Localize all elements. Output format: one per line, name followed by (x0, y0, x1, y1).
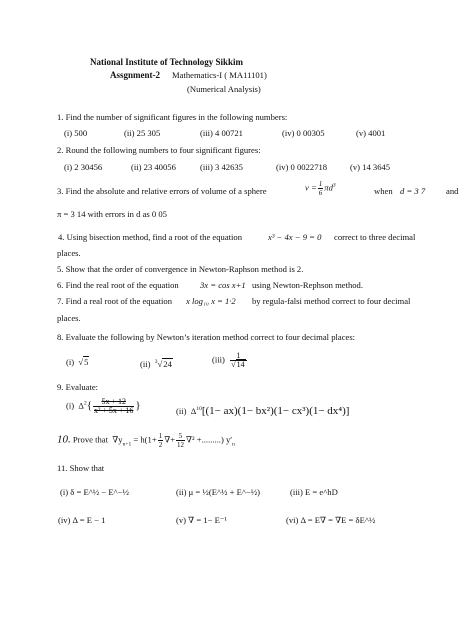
sphere-volume-formula: v = $\frac{1}{6}$ $\pi d^3$ (305, 180, 336, 197)
q11-item: (iii) E = e^hD (290, 487, 338, 497)
q3-line2: π = 3 14 with errors in d as 0 05 (57, 209, 167, 219)
q2-option: (v) 14 3645 (350, 162, 391, 172)
q4-equation: x³ − 4x − 9 = 0 (268, 232, 322, 242)
assignment-title: Assgnment-2 (110, 70, 161, 80)
q7-equation: x log₁₀ x = 1·2 (186, 296, 236, 306)
q8-item-iii: (iii) $\frac{1}{√14}$ (212, 351, 245, 369)
q8-item-ii: (ii) $^3$√24 (140, 359, 172, 369)
q11-item: (ii) μ = ½(E^½ + E^−½) (176, 487, 261, 497)
question-5: 5. Show that the order of convergence in Newton-Raphson method is 2. (57, 264, 304, 274)
question-1: 1. Find the number of significant figures in the following numbers: (57, 112, 288, 122)
q4-line2: places. (57, 248, 81, 258)
q11-item: (vi) Δ = E∇ = ∇E = δE^½ (286, 515, 376, 525)
question-2: 2. Round the following numbers to four significant figures: (57, 145, 261, 155)
q1-option: (iii) 4 00721 (200, 128, 243, 138)
q3-and: and (446, 186, 459, 196)
question-8: 8. Evaluate the following by Newton’s iteration method correct to four decimal places: (57, 332, 356, 342)
q1-option: (v) 4001 (356, 128, 386, 138)
q2-option: (iii) 3 42635 (200, 162, 243, 172)
q1-option: (i) 500 (64, 128, 88, 138)
question-3: 3. Find the absolute and relative errors of volume of a sphere (57, 186, 267, 196)
q8-item-i: (i) √5 (66, 357, 89, 367)
institute-name: National Institute of Technology Sikkim (90, 57, 244, 67)
question-4: 4. Using bisection method, find a root of the equation (58, 232, 243, 242)
q11-item: (v) ∇ = 1− E⁻¹ (176, 515, 227, 525)
q9-item-ii: (ii) $\Delta^{10}[(1- ax)(1- bx^2)(1- cx^3)(1- dx^4)]$ (176, 405, 350, 417)
q6-equation: 3x = cos x+1 (200, 280, 246, 290)
q3-when: when (374, 186, 393, 196)
q4-tail: correct to three decimal (334, 232, 416, 242)
q1-option: (ii) 25 305 (124, 128, 161, 138)
topic-title: (Numerical Analysis) (187, 84, 261, 94)
question-10: 10. Prove that $\nabla y_{n+1} = h(1+$ $\frac{1}{2}$ ∇+ $\frac{5}{12}$ ∇² +.........) $y'_n$ (57, 432, 235, 449)
q3-d-value: d = 3 7 (400, 186, 426, 196)
q9-item-i: (i) $\Delta^2${ $\frac{5x + 12}{\text{x² + 5x + 16}}$ } (66, 397, 141, 415)
question-11: 11. Show that (57, 463, 105, 473)
q2-option: (ii) 23 40056 (131, 162, 176, 172)
q11-item: (iv) Δ = E − 1 (58, 515, 106, 525)
q11-item: (i) δ = E^½ − E^−½ (60, 487, 129, 497)
course-code: Mathematics-I ( MA11101) (172, 70, 267, 80)
q6-tail: using Newton-Rephson method. (252, 280, 363, 290)
question-9: 9. Evaluate: (57, 382, 99, 392)
q1-option: (iv) 0 00305 (282, 128, 325, 138)
q2-option: (i) 2 30456 (64, 162, 103, 172)
q7-tail: by regula-falsi method correct to four decimal (252, 296, 411, 306)
q7-line2: places. (57, 313, 81, 323)
q2-option: (iv) 0 0022718 (276, 162, 328, 172)
question-6: 6. Find the real root of the equation (57, 280, 179, 290)
question-7: 7. Find a real root of the equation (57, 296, 173, 306)
